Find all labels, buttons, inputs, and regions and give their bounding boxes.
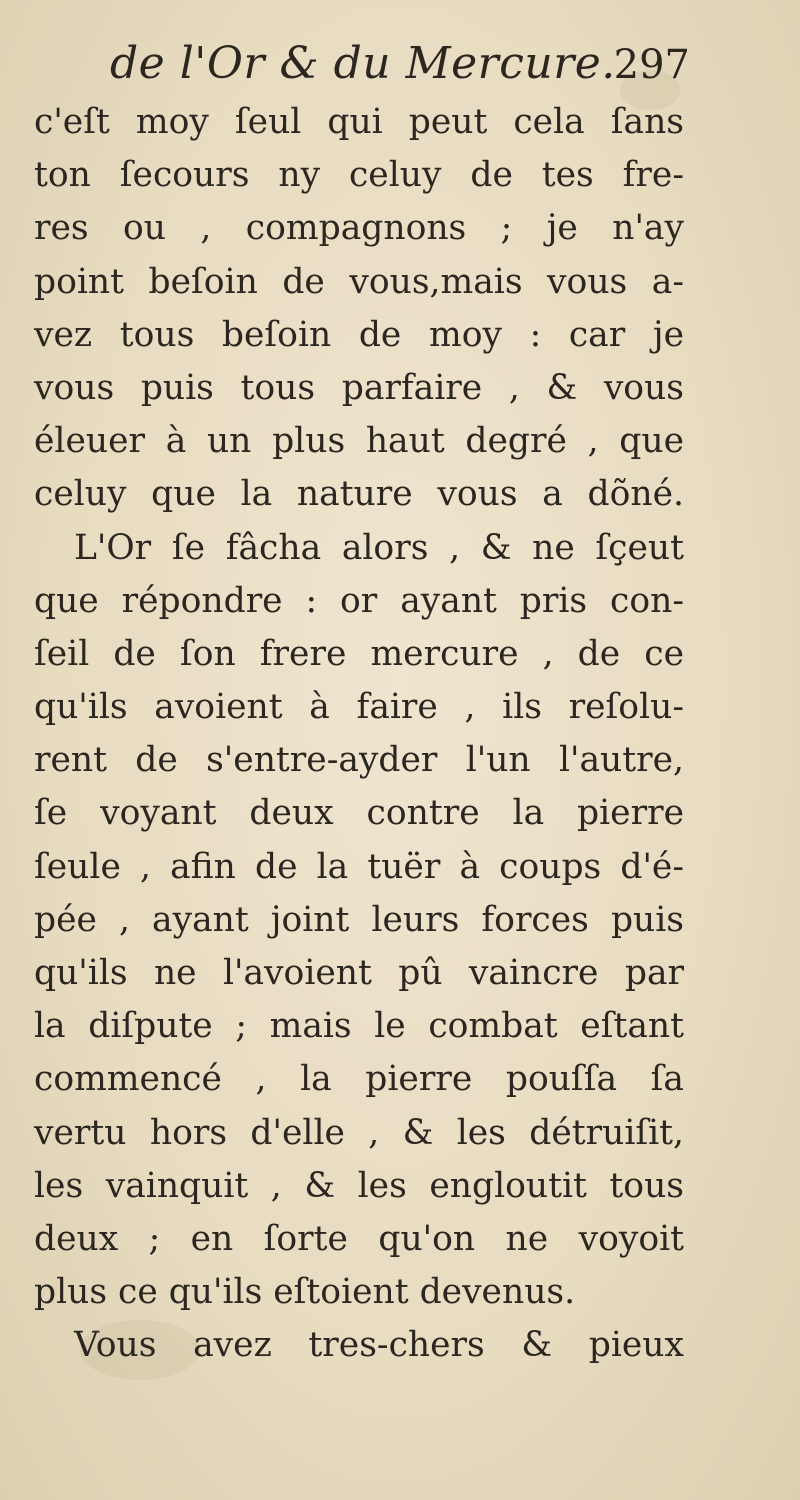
text-line: commencé , la pierre pouſſa ſa <box>34 1059 684 1100</box>
text-line: ton ſecours ny celuy de tes fre- <box>34 155 684 196</box>
text-line: la diſpute ; mais le combat eſtant <box>34 1006 684 1047</box>
text-line: Vous avez tres-chers & pieux <box>74 1325 684 1366</box>
text-line: res ou , compagnons ; je n'ay <box>34 208 684 249</box>
text-line: ſe voyant deux contre la pierre <box>34 793 684 834</box>
page-number: 297 <box>613 42 690 88</box>
text-line: L'Or ſe fâcha alors , & ne ſçeut <box>74 527 684 568</box>
text-line: point beſoin de vous,mais vous a- <box>34 261 684 302</box>
text-line: éleuer à un plus haut degré , que <box>34 421 684 462</box>
text-line: vertu hors d'elle , & les détruiſit, <box>34 1112 684 1153</box>
text-line: deux ; en ſorte qu'on ne voyoit <box>34 1218 684 1259</box>
text-line: plus ce qu'ils eſtoient devenus. <box>34 1272 576 1313</box>
text-line: vez tous beſoin de moy : car je <box>34 314 684 355</box>
text-line: pée , ayant joint leurs forces puis <box>34 899 684 940</box>
text-line: les vainquit , & les engloutit tous <box>34 1165 684 1206</box>
body-text <box>34 96 684 1373</box>
text-line: c'eſt moy ſeul qui peut cela ſans <box>34 102 684 142</box>
text-line: ſeil de ſon frere mercure , de ce <box>34 633 684 674</box>
page-header <box>110 34 690 98</box>
text-line: qu'ils ne l'avoient pû vaincre par <box>34 953 684 993</box>
text-line: qu'ils avoient à faire , ils reſolu- <box>34 687 684 728</box>
text-line: vous puis tous parfaire , & vous <box>34 367 684 408</box>
text-line: ſeule , afin de la tuër à coups d'é- <box>34 846 684 887</box>
running-head: de l'Or & du Mercure. <box>110 38 616 89</box>
text-line: que répondre : or ayant pris con- <box>34 580 684 621</box>
text-line: rent de s'entre-ayder l'un l'autre, <box>34 740 684 781</box>
text-line: celuy que la nature vous a dõné. <box>34 474 684 515</box>
